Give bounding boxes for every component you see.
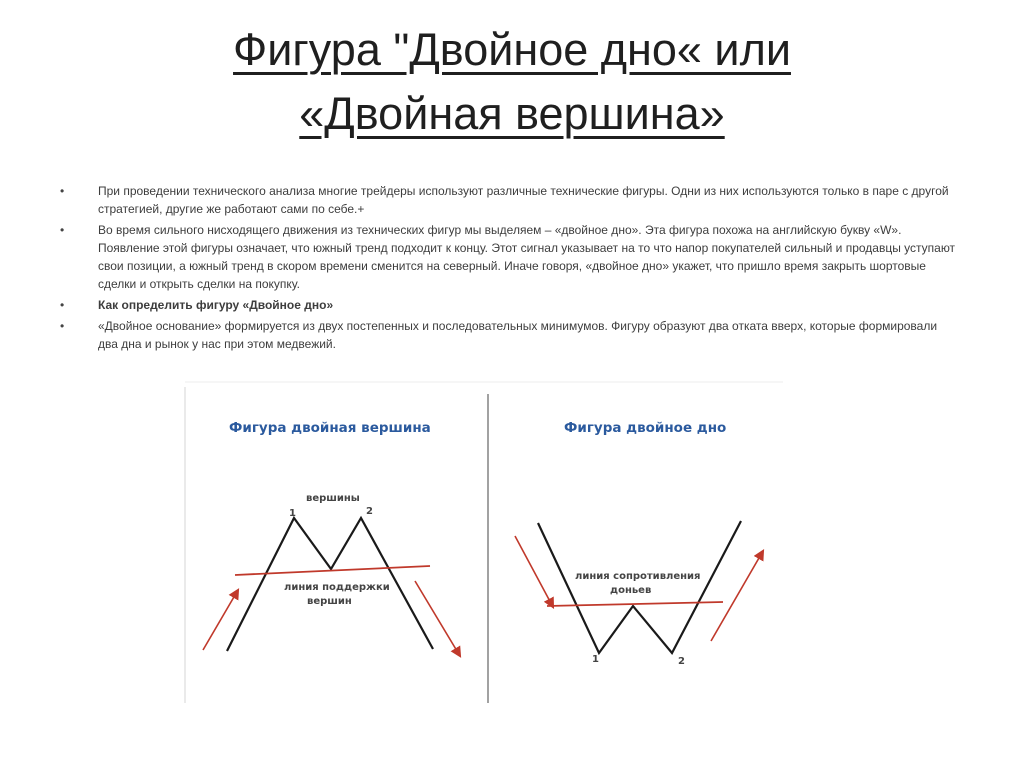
peak-2-label: 2 xyxy=(366,506,373,517)
bullet-list xyxy=(58,182,958,356)
downtrend-arrow-icon xyxy=(415,581,460,656)
pattern-figure xyxy=(183,381,786,706)
double-bottom-title: Фигура двойное дно xyxy=(564,420,727,436)
bullet-dot-icon: • xyxy=(60,184,65,198)
bullet-text: Во время сильного нисходящего движения из технических фигур мы выделяем – «двойное дно». Эта фигура похожа на английскую букву «W». Появление этой фигуры означает, что южный тренд подходит к концу. Этот сигнал указывает на то что напор покупателей сильный и продавцы уступают свои позиции, а южный тренд в скором времени сменится на северный. Иначе говоря, «двойное дно» укажет, что пришло время закрыть шортовые сделки и открыть сделки на покупку. xyxy=(98,223,956,291)
bullet-dot-icon: • xyxy=(60,298,65,312)
bottom-2-label: 2 xyxy=(678,656,685,667)
bullet-text: «Двойное основание» формируется из двух постепенных и последовательных минимумов. Фигуру образуют два отката вверх, которые формировали два дна и рынок у нас при этом медвежий. xyxy=(98,319,938,351)
bullet-dot-icon: • xyxy=(60,319,65,333)
bullet-item xyxy=(58,221,958,293)
bullet-text: При проведении технического анализа многие трейдеры используют различные технические фигуры. Одни из них используются только в паре с другой стратегией, другие же работают сами по себе.+ xyxy=(98,184,949,216)
double-top-title: Фигура двойная вершина xyxy=(229,420,431,436)
pattern-diagram xyxy=(183,381,786,706)
slide-title-line-1: Фигура "Двойное дно« или xyxy=(233,24,791,75)
peak-1-label: 1 xyxy=(289,508,296,519)
resistance-label-2: доньев xyxy=(610,585,652,596)
slide-title xyxy=(60,18,964,146)
bullet-item xyxy=(58,317,958,353)
resistance-label-1: линия сопротивления xyxy=(575,571,701,582)
downtrend-arrow-icon xyxy=(515,536,553,607)
peaks-label: вершины xyxy=(306,493,360,504)
support-label-2: вершин xyxy=(307,596,352,607)
bullet-dot-icon: • xyxy=(60,223,65,237)
bullet-item-heading xyxy=(58,296,958,314)
support-label-1: линия поддержки xyxy=(284,582,390,593)
slide-title-line-2: «Двойная вершина» xyxy=(299,88,725,139)
bottom-1-label: 1 xyxy=(592,654,599,665)
bullet-item xyxy=(58,182,958,218)
bullet-text: Как определить фигуру «Двойное дно» xyxy=(98,298,334,312)
